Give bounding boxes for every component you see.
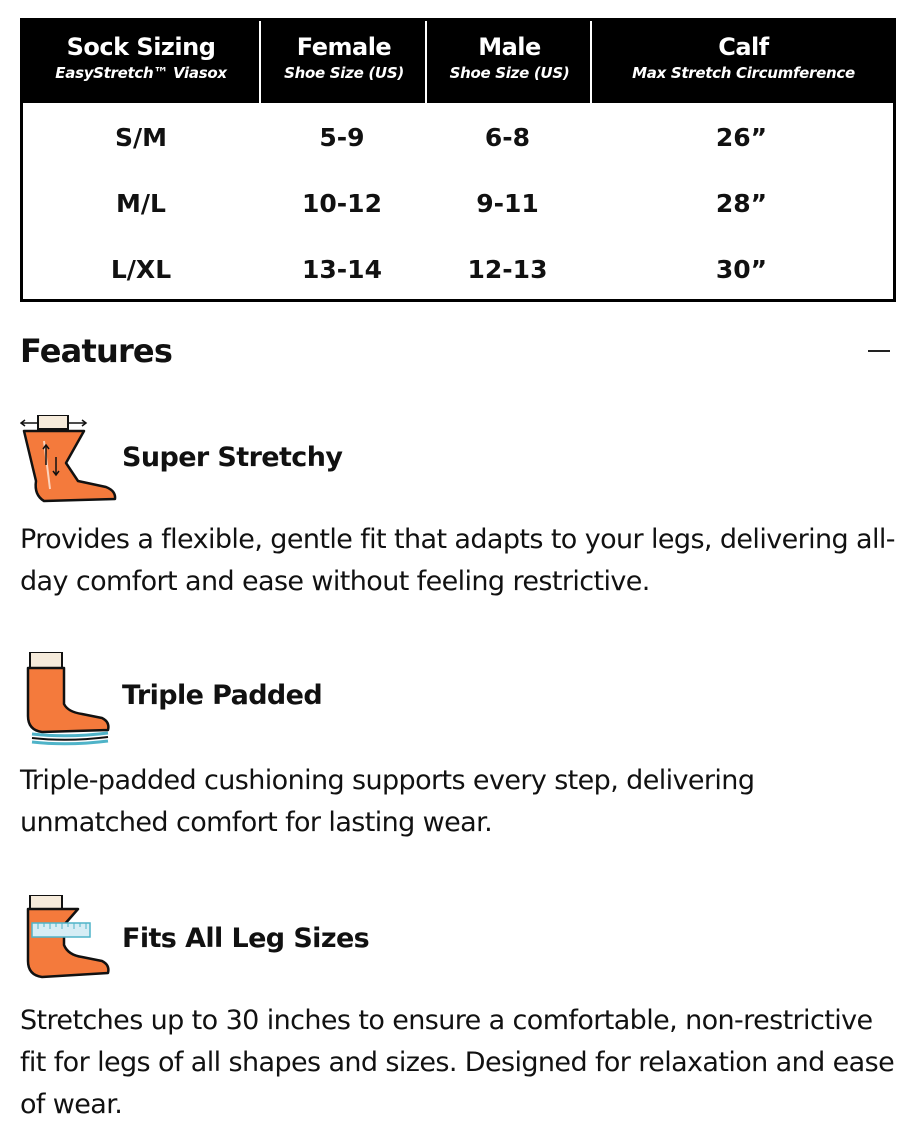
header-calf: Calf Max Stretch Circumference	[590, 21, 895, 103]
size-chart-table	[20, 18, 896, 302]
feature-title: Fits All Leg Sizes	[122, 923, 370, 954]
header-sock-sizing: Sock Sizing EasyStretch™ Viasox	[55, 33, 227, 82]
table-cell: 13-14	[302, 255, 382, 284]
table-cell: S/M	[114, 123, 167, 152]
feature-super-stretchy	[20, 415, 900, 605]
table-cell: L/XL	[110, 255, 172, 284]
table-row	[23, 237, 893, 303]
minus-icon[interactable]	[868, 350, 890, 352]
table-cell: 6-8	[484, 123, 531, 152]
header-female: Female Shoe Size (US)	[259, 21, 427, 103]
feature-title: Triple Padded	[122, 680, 323, 711]
table-row	[23, 105, 893, 171]
features-title: Features	[20, 332, 173, 370]
feature-triple-padded	[20, 652, 900, 842]
measure-sock-icon	[20, 895, 120, 985]
table-cell: 28”	[715, 189, 768, 218]
table-cell: 26”	[715, 123, 768, 152]
feature-description: Stretches up to 30 inches to ensure a comfortable, non-restrictive fit for legs of all shapes and sizes. Designed for relaxation and ease of wear.	[20, 1005, 895, 1120]
table-cell: M/L	[116, 189, 166, 218]
feature-description: Triple-padded cushioning supports every step, delivering unmatched comfort for lasting wear.	[20, 765, 755, 838]
stretch-sock-icon	[20, 415, 120, 505]
features-accordion-header[interactable]	[20, 328, 896, 378]
table-cell: 10-12	[302, 189, 382, 218]
feature-title: Super Stretchy	[122, 442, 343, 473]
feature-description: Provides a flexible, gentle fit that adapts to your legs, delivering all-day comfort and ease without feeling restrictive.	[20, 524, 895, 597]
header-male: Male Shoe Size (US)	[425, 21, 592, 103]
table-cell: 9-11	[476, 189, 539, 218]
padded-sock-icon	[20, 652, 120, 748]
feature-fits-all-leg-sizes	[20, 895, 900, 1125]
size-chart-header	[23, 21, 893, 103]
table-row	[23, 171, 893, 237]
table-cell: 30”	[715, 255, 768, 284]
table-cell: 5-9	[319, 123, 365, 152]
table-cell: 12-13	[467, 255, 548, 284]
